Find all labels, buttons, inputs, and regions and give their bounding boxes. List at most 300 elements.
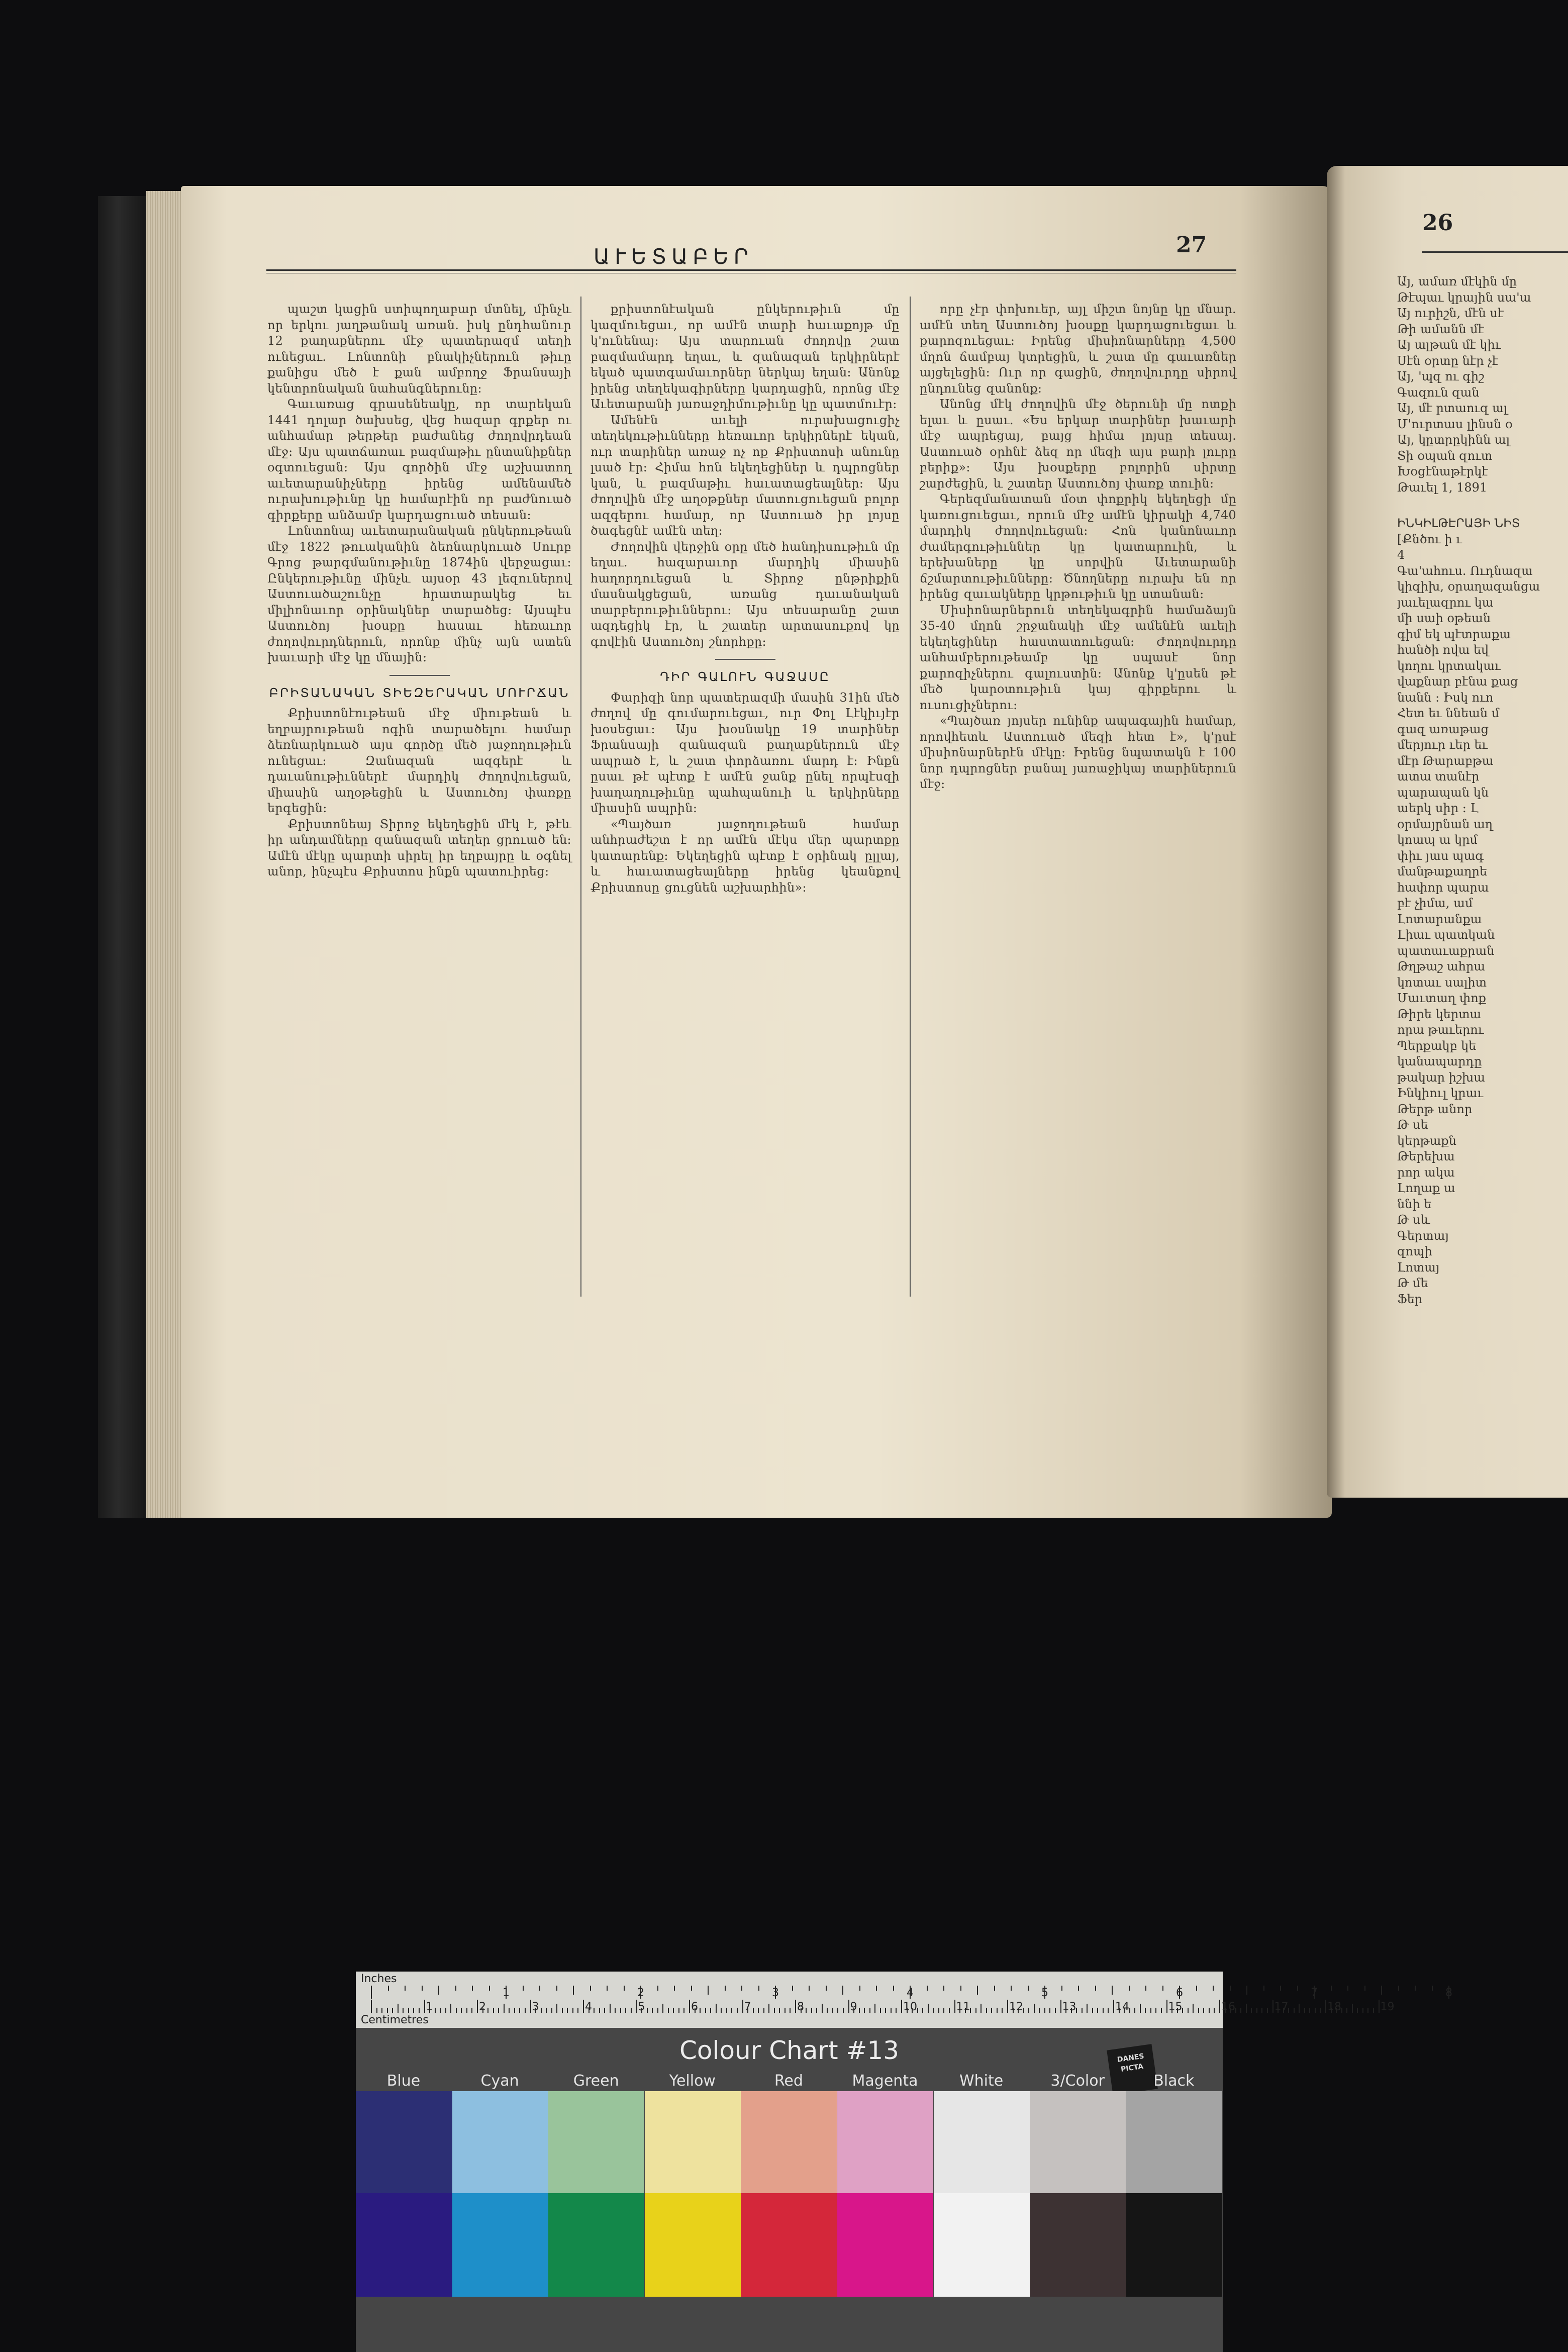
text-line: 4 bbox=[1397, 548, 1405, 562]
right-page-number: 26 bbox=[1422, 210, 1453, 236]
ruler-tick bbox=[864, 2008, 865, 2013]
ruler-tick bbox=[662, 2004, 663, 2013]
ruler-tick bbox=[419, 2008, 420, 2013]
ruler-tick bbox=[1145, 1986, 1146, 1991]
ruler-tick bbox=[938, 2008, 939, 2013]
ruler-tick bbox=[880, 2008, 881, 2013]
text-line: կերթաքն bbox=[1397, 1133, 1456, 1148]
ruler-tick bbox=[1364, 1986, 1365, 1991]
ruler-tick bbox=[876, 1986, 877, 1991]
running-header: ԱՒԵՏԱԲԵՐ bbox=[594, 244, 753, 269]
paragraph: Գերեզմանատան մօտ փոքրիկ եկեղեցի մը կառուցուեցաւ, որուն մէջ ամէն կիրակի 4,740 մարդիկ ժողովուեցան։ Հոն կանոնաւոր ժամերգութիւններ կը կատարուին, և երեխաները կը սորվին Աւետարանի ճշմարտութիւնները։ Ծնողները ուրախ են որ իրենց զաւակները կրթութիւն կը ստանան։ bbox=[920, 492, 1236, 601]
ruler-tick bbox=[1203, 2008, 1204, 2013]
ruler-tick bbox=[1134, 2008, 1135, 2013]
swatch-dark bbox=[548, 2193, 644, 2297]
ruler-tick bbox=[811, 2008, 812, 2013]
ruler-tick bbox=[498, 2008, 499, 2013]
ruler-tick bbox=[874, 2004, 875, 2013]
text-line: ԻՆԿԻԼԹԷՐԱՅԻ ՆԻՏ bbox=[1397, 516, 1520, 530]
ruler-tick bbox=[514, 2008, 515, 2013]
ruler-tick bbox=[832, 2008, 833, 2013]
ruler-tick bbox=[1196, 1986, 1197, 1991]
ruler-inch-number: 7 bbox=[1311, 1987, 1318, 1999]
text-line: Լոտայ bbox=[1397, 1260, 1440, 1275]
ruler-cm-number: 11 bbox=[956, 2001, 970, 2013]
ruler-tick bbox=[848, 2000, 849, 2013]
ruler-tick bbox=[541, 2008, 542, 2013]
text-line: յաւելազրու կա bbox=[1397, 595, 1494, 610]
swatch-dark bbox=[837, 2193, 933, 2297]
ruler-tick bbox=[1299, 2004, 1300, 2013]
text-line: [Քնծու ի ւ bbox=[1397, 532, 1462, 546]
ruler-tick bbox=[981, 2004, 982, 2013]
ruler-tick bbox=[376, 2008, 377, 2013]
text-line: մանթաքաղրե bbox=[1397, 864, 1488, 878]
ruler-tick bbox=[413, 2008, 414, 2013]
text-column-2 bbox=[591, 302, 900, 896]
swatch-label: Red bbox=[774, 2072, 803, 2090]
swatch-dark bbox=[934, 2193, 1030, 2297]
swatch-dark bbox=[1126, 2193, 1222, 2297]
ruler-tick bbox=[1373, 2008, 1374, 2013]
paragraph: որը չէր փոխուեր, այլ միշտ նոյնը կը մնար. ամէն տեղ Աստուծոյ խօսքը կարդացուեցաւ և քարոզուեցաւ։ Իրենց միսիոնարները 4,500 մղոն ճամբայ կտրեցին, և շատ մը գաւառներ այցելեցին։ Ուր որ գացին, ժողովուրդը սիրով ընդունեց զանոնք։ bbox=[920, 302, 1236, 396]
text-line: Թի ամանն մէ bbox=[1397, 322, 1484, 336]
ruler-tick bbox=[556, 1986, 557, 1991]
ruler-tick bbox=[455, 1986, 456, 1991]
ruler-tick bbox=[1097, 2008, 1098, 2013]
ruler-tick bbox=[731, 2008, 732, 2013]
ruler-tick bbox=[1246, 2004, 1247, 2013]
text-line: զոպի bbox=[1397, 1244, 1432, 1258]
ruler-tick bbox=[1078, 1986, 1079, 1991]
ruler-tick bbox=[577, 2008, 578, 2013]
ruler-tick bbox=[388, 1986, 389, 1991]
ruler-tick bbox=[1320, 2008, 1321, 2013]
text-line: Հետ եւ ննեան մ bbox=[1397, 706, 1500, 720]
text-line: մերյուր ւեր եւ bbox=[1397, 738, 1488, 752]
swatch-label: 3/Color bbox=[1050, 2072, 1105, 2090]
ruler-tick bbox=[1209, 2008, 1210, 2013]
ruler-tick bbox=[843, 2008, 844, 2013]
paragraph: Լոնտոնայ աւետարանական ընկերութեան մէջ 1822 թուականին ձեռնարկուած Սուրբ Գրոց թարգմանութիւնը 1874ին վերջացաւ։ Ընկերութիւնը մինչև այսօր 43 լեզուներով Աստուածաշունչը հրատարակեց եւ միլիոնաւոր օրինակներ տարածեց։ Այսպէս Աստուծոյ խօսքը հասաւ հեռաւոր ժողովուրդներուն, որոնք մինչ այն ատեն խաւարի մէջ կը մնային։ bbox=[267, 524, 571, 664]
swatch-light bbox=[356, 2091, 452, 2193]
ruler-tick bbox=[625, 2008, 626, 2013]
ruler-tick bbox=[1011, 1986, 1012, 1991]
ruler-tick bbox=[1267, 2008, 1268, 2013]
ruler-tick bbox=[960, 1986, 961, 1991]
ruler-tick bbox=[657, 2008, 658, 2013]
text-line: Տի օպան զուտ bbox=[1397, 448, 1493, 463]
text-line: օրմայրնան աղ bbox=[1397, 817, 1493, 831]
ruler-tick bbox=[758, 1986, 759, 1991]
ruler-inch-number: 8 bbox=[1445, 1987, 1452, 1999]
ruler-cm-number: 13 bbox=[1062, 2001, 1076, 2013]
ruler-tick bbox=[1113, 2000, 1114, 2013]
ruler-tick bbox=[1007, 2000, 1008, 2013]
ruler-tick bbox=[610, 2004, 611, 2013]
ruler-tick bbox=[387, 2008, 388, 2013]
ruler-tick bbox=[1347, 1986, 1348, 1991]
text-line: Այ ալթան մէ կիւ bbox=[1397, 338, 1501, 352]
ruler-tick bbox=[1034, 2004, 1035, 2013]
column-divider bbox=[580, 297, 581, 1297]
ruler-tick bbox=[1251, 2008, 1252, 2013]
ruler-tick bbox=[1198, 2008, 1199, 2013]
swatch-light bbox=[934, 2091, 1030, 2193]
ruler-tick bbox=[590, 1986, 591, 1991]
ruler-tick bbox=[683, 2008, 684, 2013]
ruler-tick bbox=[689, 2000, 690, 2013]
ruler-tick bbox=[891, 2008, 892, 2013]
ruler-inch-number: 3 bbox=[772, 1987, 779, 1999]
ruler-tick bbox=[1297, 1986, 1298, 1991]
right-page-text bbox=[1397, 274, 1568, 1307]
ruler-tick bbox=[1230, 1986, 1231, 1991]
ruler-tick bbox=[546, 2008, 547, 2013]
ruler-tick bbox=[1213, 1986, 1214, 1991]
ruler-tick bbox=[567, 2008, 568, 2013]
paragraph: Ամենէն աւելի ուրախացուցիչ տեղեկութիւնները հեռաւոր երկիրներէ եկան, ուր տարիներ առաջ ոչ ոք Քրիստոսի անունը լսած էր։ Հիմա հոն եկեղեցիներ և դպրոցներ կան, և բազմաթիւ հաւատացեալներ։ Այս ժողովին մէջ աղօթքներ մատուցուեցան բոլոր ազգերու համար, որ Աստուած իր լոյսը ծագեցնէ ամէն տեղ։ bbox=[591, 413, 900, 538]
text-line: Այ, ամառ մէկին մը bbox=[1397, 274, 1517, 288]
ruler-tick bbox=[440, 2008, 441, 2013]
ruler-tick bbox=[691, 1986, 692, 1991]
right-header-rule bbox=[1422, 251, 1568, 253]
ruler-cm-number: 16 bbox=[1221, 2001, 1235, 2013]
text-line: Սէն օրտը նէր չէ bbox=[1397, 353, 1499, 368]
ruler-tick bbox=[928, 2004, 929, 2013]
header-rule bbox=[266, 269, 1236, 273]
swatch-light bbox=[741, 2091, 837, 2193]
ruler-tick bbox=[652, 2008, 653, 2013]
ruler-tick bbox=[422, 1986, 423, 1991]
ruler-tick bbox=[445, 2008, 446, 2013]
swatch-light bbox=[837, 2091, 933, 2193]
ruler-tick bbox=[408, 2008, 409, 2013]
ruler-tick bbox=[837, 2008, 838, 2013]
ruler-tick bbox=[1381, 1986, 1382, 1995]
ruler-cm-number: 8 bbox=[797, 2001, 804, 2013]
ruler-tick bbox=[594, 2008, 595, 2013]
ruler-tick bbox=[450, 2004, 451, 2013]
ruler-tick bbox=[583, 2000, 584, 2013]
colour-chart bbox=[356, 1972, 1452, 2352]
text-line: որա թաւերու bbox=[1397, 1023, 1484, 1037]
ruler-tick bbox=[1112, 1986, 1113, 1995]
ruler-tick bbox=[631, 2008, 632, 2013]
ruler-tick bbox=[1309, 2008, 1310, 2013]
text-line: կիզիխ, օրաղազանցա bbox=[1397, 579, 1540, 594]
ruler-tick bbox=[869, 2008, 870, 2013]
paragraph: Փարիզի նոր պատերազմի մասին 31ին մեծ ժողով մը գումարուեցաւ, ուր Փոլ Լէկիւյէր խօսեցաւ։ Այս խօսնակը 19 տարիներ Ֆրանսայի զանազան քաղաքներուն մէջ ապրած է, և շատ փորձառու մարդ է։ Ինքն ըսաւ թէ պէտք է ամէն ջանք ընել որպէսզի խաղաղութիւնը պահպանուի և երկիրները միասին ապրին։ bbox=[591, 690, 900, 815]
ruler-tick bbox=[1161, 2008, 1162, 2013]
ruler-tick bbox=[986, 2008, 987, 2013]
ruler-cm-number: 19 bbox=[1380, 2001, 1395, 2013]
ruler-tick bbox=[371, 2000, 372, 2013]
brand-logo: DANES PICTA bbox=[1107, 2044, 1158, 2095]
ruler-tick bbox=[954, 2000, 955, 2013]
ruler-tick bbox=[636, 2000, 637, 2013]
ruler-tick bbox=[1398, 1986, 1399, 1991]
ruler-tick bbox=[809, 1986, 810, 1991]
swatch-label: Yellow bbox=[669, 2072, 716, 2090]
text-line: Մ'ուրտաս լինսն օ bbox=[1397, 417, 1513, 431]
text-line: Թիրե կերտա bbox=[1397, 1007, 1482, 1021]
ruler-tick bbox=[741, 1986, 742, 1991]
ruler-tick bbox=[647, 2008, 648, 2013]
paragraph: «Պայծառ յոյսեր ունինք ապագային համար, որովհետև Աստուած մեզի հետ է», կ'ըսէ միսիոնարներէն մէկը։ Իրենց նպատակն է 100 նոր դպրոցներ բանալ յառաջիկայ տարիներուն մէջ։ bbox=[920, 714, 1236, 791]
ruler-tick bbox=[994, 1986, 995, 1991]
text-line: հափոր պարա bbox=[1397, 880, 1489, 895]
text-line: հանծի ովա եվ bbox=[1397, 643, 1489, 657]
text-line: նանն ։ Իսկ ուո bbox=[1397, 690, 1494, 705]
ruler-tick bbox=[1193, 2004, 1194, 2013]
ruler-tick bbox=[1103, 2008, 1104, 2013]
ruler-tick bbox=[456, 2008, 457, 2013]
text-line: Լոտարանքա bbox=[1397, 912, 1482, 926]
ruler-tick bbox=[1061, 1986, 1062, 1991]
ruler-tick bbox=[674, 1986, 675, 1991]
ruler-tick bbox=[551, 2008, 552, 2013]
ruler-tick bbox=[842, 1986, 843, 1995]
ruler-tick bbox=[774, 2008, 775, 2013]
paragraph: Միսիոնարներուն տեղեկագրին համաձայն 35-40 մղոն շրջանակի մէջ ամենէն աւելի եկեղեցիներ հաստատուեցան։ Ժողովուրդը անհամբերութեամբ կը սպասէ նոր քարոզիչներու գալուստին։ Անոնք կ'ըսեն թէ մեծ կարօտութիւն կայ գիրքերու և ուսուցիչներու։ bbox=[920, 603, 1236, 712]
ruler-tick bbox=[530, 2000, 531, 2013]
text-line: Թերթ անոր bbox=[1397, 1102, 1473, 1116]
ruler-tick bbox=[1219, 2000, 1220, 2013]
ruler-tick bbox=[371, 1986, 372, 1999]
ruler-tick bbox=[991, 2008, 992, 2013]
ruler-tick bbox=[519, 2008, 520, 2013]
ruler-inch-number: 6 bbox=[1176, 1987, 1183, 1999]
ruler-tick bbox=[721, 2008, 722, 2013]
chart-title: Colour Chart #13 bbox=[679, 2036, 899, 2065]
ruler-tick bbox=[381, 2008, 382, 2013]
text-line: փիւ յաս պագ bbox=[1397, 848, 1484, 863]
ruler-tick bbox=[673, 2008, 674, 2013]
ruler-cm-number: 2 bbox=[479, 2001, 486, 2013]
ruler-tick bbox=[1367, 2008, 1368, 2013]
ruler-tick bbox=[1060, 2000, 1061, 2013]
text-line: Թ սե bbox=[1397, 1118, 1428, 1132]
ruler-tick bbox=[792, 1986, 793, 1991]
swatch-label: Green bbox=[573, 2072, 619, 2090]
ruler-tick bbox=[556, 2004, 557, 2013]
ruler-tick bbox=[562, 2008, 563, 2013]
ruler-inch-number: 2 bbox=[637, 1987, 644, 1999]
ruler-cm-number: 9 bbox=[850, 2001, 857, 2013]
ruler-tick bbox=[975, 2008, 976, 2013]
ruler-tick bbox=[859, 1986, 860, 1991]
ruler-tick bbox=[1082, 2008, 1083, 2013]
ruler-tick bbox=[826, 1986, 827, 1991]
ruler-tick bbox=[1352, 2004, 1353, 2013]
ruler-tick bbox=[1140, 2004, 1141, 2013]
ruler-tick bbox=[403, 2008, 404, 2013]
text-column-3 bbox=[920, 302, 1236, 793]
ruler-tick bbox=[1150, 2008, 1151, 2013]
ruler-tick bbox=[742, 2000, 743, 2013]
text-column-1 bbox=[267, 302, 571, 880]
ruler-tick bbox=[461, 2008, 462, 2013]
text-line: Այ, կըտրըկինն ալ bbox=[1397, 433, 1510, 447]
ruler-tick bbox=[896, 2008, 897, 2013]
ruler-tick bbox=[1095, 1986, 1096, 1991]
swatch-light bbox=[548, 2091, 644, 2193]
ruler-cm-number: 14 bbox=[1115, 2001, 1129, 2013]
ruler-tick bbox=[1294, 2008, 1295, 2013]
ruler-tick bbox=[737, 2008, 738, 2013]
ruler-cm-number: 7 bbox=[744, 2001, 751, 2013]
swatch-label: Magenta bbox=[852, 2072, 918, 2090]
paragraph: Քրիստոնէութեան մէջ միութեան և եղբայրութեան ոգին տարածելու համար ձեռնարկուած այս գործը մեծ յաջողութիւն ունեցաւ։ Զանազան ազգերէ և դաւանութիւններէ մարդիկ ժողովուեցան, միասին աղօթեցին և Աստուծոյ փառքը երգեցին։ bbox=[267, 706, 571, 815]
text-line: մի սաի օթեան bbox=[1397, 611, 1491, 625]
ruler-tick bbox=[604, 2008, 605, 2013]
paragraph: Գաւառաց գրասենեակը, որ տարեկան 1441 դոլար ծախսեց, վեց հազար գրքեր ու անհամար թերթեր բաժանեց ժողովրդեան մէջ։ Այս պատճառաւ բազմաթիւ ընտանիքներ օգտուեցան։ Այս գործին մէջ աշխատող աւետարանիչները իրենց ամենամեծ ուրախութիւնը կը համարէին որ բաժնուած գիրքերը անձամբ կարդացուած տեսան։ bbox=[267, 397, 571, 522]
ruler-tick bbox=[933, 2008, 934, 2013]
ruler-tick bbox=[927, 1986, 928, 1991]
ruler-tick bbox=[763, 2008, 764, 2013]
swatch-light bbox=[645, 2091, 741, 2193]
ruler-tick bbox=[1129, 1986, 1130, 1991]
text-line: Թերեխա bbox=[1397, 1149, 1455, 1163]
ruler-tick bbox=[424, 2000, 425, 2013]
ruler-tick bbox=[1092, 2008, 1093, 2013]
text-line: Մաւտաղ փոք bbox=[1397, 991, 1487, 1005]
ruler-tick bbox=[716, 2004, 717, 2013]
ruler-tick bbox=[1188, 2008, 1189, 2013]
ruler-tick bbox=[472, 1986, 473, 1991]
ruler-tick bbox=[710, 2008, 711, 2013]
ruler-cm-number: 17 bbox=[1274, 2001, 1289, 2013]
text-line: գիմ եկ պէտրաքա bbox=[1397, 627, 1511, 641]
ruler-tick bbox=[1240, 2008, 1241, 2013]
swatch-dark bbox=[1030, 2193, 1126, 2297]
ruler-tick bbox=[1315, 2008, 1316, 2013]
ruler-tick bbox=[1362, 2008, 1363, 2013]
text-line: կանապարդը bbox=[1397, 1054, 1482, 1068]
section-rule bbox=[715, 659, 775, 660]
ruler-tick bbox=[1357, 2008, 1358, 2013]
ruler-tick bbox=[1346, 2008, 1347, 2013]
section-rule bbox=[389, 675, 450, 676]
section-heading: ԲՐԻՏԱՆԱԿԱՆ ՏԻԵԶԵՐԱԿԱՆ ՄՈՒՐՃԱՆ bbox=[269, 685, 570, 700]
ruler-cm-number: 6 bbox=[691, 2001, 698, 2013]
ruler-cm-number: 1 bbox=[426, 2001, 433, 2013]
ruler-tick bbox=[1028, 2008, 1029, 2013]
ruler-tick bbox=[827, 2008, 828, 2013]
ruler-tick bbox=[1049, 2008, 1050, 2013]
ruler-tick bbox=[893, 1986, 894, 1991]
ruler-tick bbox=[398, 2004, 399, 2013]
swatch-label: Cyan bbox=[480, 2072, 519, 2090]
text-line: Այ ուրիշն, մէն սէ bbox=[1397, 306, 1504, 320]
ruler-tick bbox=[1280, 1986, 1281, 1991]
swatch-dark bbox=[356, 2193, 452, 2297]
ruler-tick bbox=[1145, 2008, 1146, 2013]
ruler-tick bbox=[785, 2008, 786, 2013]
ruler-tick bbox=[493, 2008, 494, 2013]
ruler-tick bbox=[620, 2008, 621, 2013]
ruler-cm-number: 3 bbox=[532, 2001, 539, 2013]
ruler-tick bbox=[1044, 2008, 1045, 2013]
ruler-tick bbox=[795, 2000, 796, 2013]
text-line: Թղթաշ ահրա bbox=[1397, 959, 1486, 973]
swatch-light bbox=[1126, 2091, 1222, 2193]
ruler-cm-number: 12 bbox=[1009, 2001, 1023, 2013]
ruler-tick bbox=[678, 2008, 679, 2013]
swatch-light bbox=[452, 2091, 548, 2193]
paragraph: Քրիստոնեայ Տիրոջ եկեղեցին մէկ է, թէև իր անդամները զանազան տեղեր ցրուած են։ Ամէն մէկը պարտի սիրել իր եղբայրը և օգնել անոր, ինչպէս Քրիստոս ինքն պատուիրեց։ bbox=[267, 817, 571, 878]
ruler-tick bbox=[700, 2008, 701, 2013]
ruler-tick bbox=[1002, 2008, 1003, 2013]
text-line: ատա տանէր bbox=[1397, 769, 1480, 783]
text-line: Թ մե bbox=[1397, 1276, 1428, 1290]
ruler-tick bbox=[405, 1986, 406, 1991]
swatch-dark bbox=[645, 2193, 741, 2297]
ruler-tick bbox=[509, 2008, 510, 2013]
ruler-tick bbox=[753, 2008, 754, 2013]
swatch-label: Blue bbox=[386, 2072, 421, 2090]
ruler-tick bbox=[922, 2008, 923, 2013]
text-line: գազ առաթաց bbox=[1397, 722, 1489, 736]
ruler-tick bbox=[1155, 2008, 1156, 2013]
ruler-tick bbox=[726, 2008, 727, 2013]
text-line: կոապ ա կրմ bbox=[1397, 833, 1478, 847]
ruler-tick bbox=[943, 1986, 944, 1991]
ruler-tick bbox=[599, 2008, 600, 2013]
ruler-tick bbox=[1166, 2000, 1167, 2013]
ruler-tick bbox=[708, 1986, 709, 1995]
ruler-tick bbox=[885, 2008, 886, 2013]
ruler-tick bbox=[725, 1986, 726, 1991]
ruler-tick bbox=[1028, 1986, 1029, 1991]
ruler-tick bbox=[466, 2008, 467, 2013]
ruler-tick bbox=[1055, 2008, 1056, 2013]
ruler-tick bbox=[1304, 2008, 1305, 2013]
swatch-light bbox=[1030, 2091, 1126, 2193]
ruler-tick bbox=[859, 2008, 860, 2013]
text-line: Խօցէնաթէրկէ bbox=[1397, 464, 1488, 478]
ruler-tick bbox=[1039, 2008, 1040, 2013]
text-line: Թաւել 1, 1891 bbox=[1397, 480, 1488, 495]
text-line: պատաւաքրան bbox=[1397, 943, 1495, 958]
ruler-tick bbox=[504, 2004, 505, 2013]
paragraph: «Պայծառ յաջողութեան համար անհրաժեշտ է որ ամէն մէկս մեր պարտքը կատարենք։ Եկեղեցին պէտք է օրինակ ըլլայ, և հաւատացեալները իրենց կեանքով Քրիստոսը ցուցնեն աշխարհին»։ bbox=[591, 817, 900, 895]
text-line: մէր Թարաբթա bbox=[1397, 753, 1494, 768]
ruler-cm-number: 15 bbox=[1168, 2001, 1183, 2013]
text-line: պարապան կն bbox=[1397, 785, 1489, 800]
ruler-tick bbox=[806, 2008, 807, 2013]
ruler-tick bbox=[615, 2008, 616, 2013]
ruler-tick bbox=[1415, 1986, 1416, 1991]
ruler-tick bbox=[477, 2000, 478, 2013]
ruler-label-cm: Centimetres bbox=[361, 2014, 429, 2026]
swatch-dark bbox=[741, 2193, 837, 2297]
text-line: Գերտայ bbox=[1397, 1228, 1449, 1243]
ruler-tick bbox=[901, 2000, 902, 2013]
ruler-tick bbox=[1325, 2000, 1326, 2013]
text-line: կոտաւ սալիտ bbox=[1397, 975, 1487, 990]
ruler-tick bbox=[758, 2008, 759, 2013]
page-number: 27 bbox=[1176, 232, 1207, 258]
ruler-tick bbox=[949, 2008, 950, 2013]
ruler-tick bbox=[816, 2008, 817, 2013]
text-line: աերկ սիր ։ Լ bbox=[1397, 801, 1479, 815]
ruler-tick bbox=[471, 2008, 472, 2013]
paragraph: Անոնց մէկ ժողովին մէջ ծերունի մը ոտքի ելաւ և ըսաւ. «Ես երկար տարիներ խաւարի մէջ ապրեցայ, բայց հիմա լոյսը տեսայ. Աստուած օրհնէ ձեզ որ մեզի այս բարի լուրը բերիք»։ Այս խօսքերը բոլորին սիրտը շարժեցին, և շատեր Աստուծոյ փառք տուին։ bbox=[920, 397, 1236, 491]
book-cover-spine bbox=[98, 196, 148, 1518]
ruler-cm-number: 18 bbox=[1327, 2001, 1341, 2013]
